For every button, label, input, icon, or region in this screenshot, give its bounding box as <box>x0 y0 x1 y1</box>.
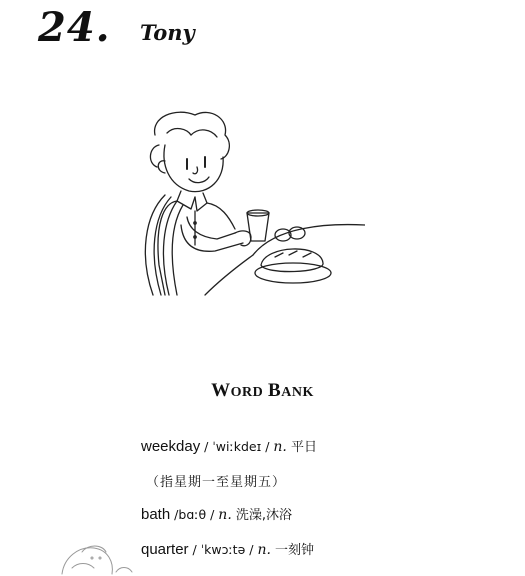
vocab-pronunciation: ˈkwɔːtə <box>200 542 246 557</box>
vocab-word: weekday <box>141 438 201 455</box>
vocab-separator: / <box>170 507 179 522</box>
vocab-word: quarter <box>141 541 189 558</box>
vocab-part-of-speech: n. <box>218 507 232 523</box>
vocab-meaning: 平日 <box>286 440 318 455</box>
word-bank-heading <box>0 380 525 402</box>
vocab-part-of-speech: n. <box>273 439 287 455</box>
heading-word-initial: W <box>211 380 231 401</box>
vocab-entry-weekday <box>141 436 317 455</box>
corner-sketch-illustration <box>58 538 138 576</box>
vocab-part-of-speech: n. <box>257 542 271 558</box>
vocab-separator: / <box>188 542 201 557</box>
heading-word-rest: ORD <box>230 385 264 400</box>
vocab-separator: / <box>200 439 213 454</box>
vocab-separator: / <box>206 507 219 522</box>
vocab-pronunciation: bɑːθ <box>178 507 207 522</box>
vocab-separator: / <box>245 542 258 557</box>
vocab-meaning: 洗澡,沐浴 <box>231 508 293 523</box>
vocab-meaning: 一刻钟 <box>270 543 315 558</box>
vocab-separator: / <box>261 439 274 454</box>
vocab-note: （指星期一至星期五） <box>146 475 287 490</box>
heading-bank-initial: B <box>268 380 282 401</box>
vocab-word: bath <box>141 506 171 523</box>
boy-eating-breakfast-illustration <box>125 105 365 300</box>
vocab-entry-quarter <box>141 539 314 558</box>
lesson-number: 24. <box>38 4 111 51</box>
heading-bank-rest: ANK <box>281 385 314 400</box>
vocab-entry-bath <box>141 504 292 523</box>
vocab-pronunciation: ˈwiːkdeɪ <box>212 439 262 454</box>
lesson-title: Tony <box>140 20 195 45</box>
